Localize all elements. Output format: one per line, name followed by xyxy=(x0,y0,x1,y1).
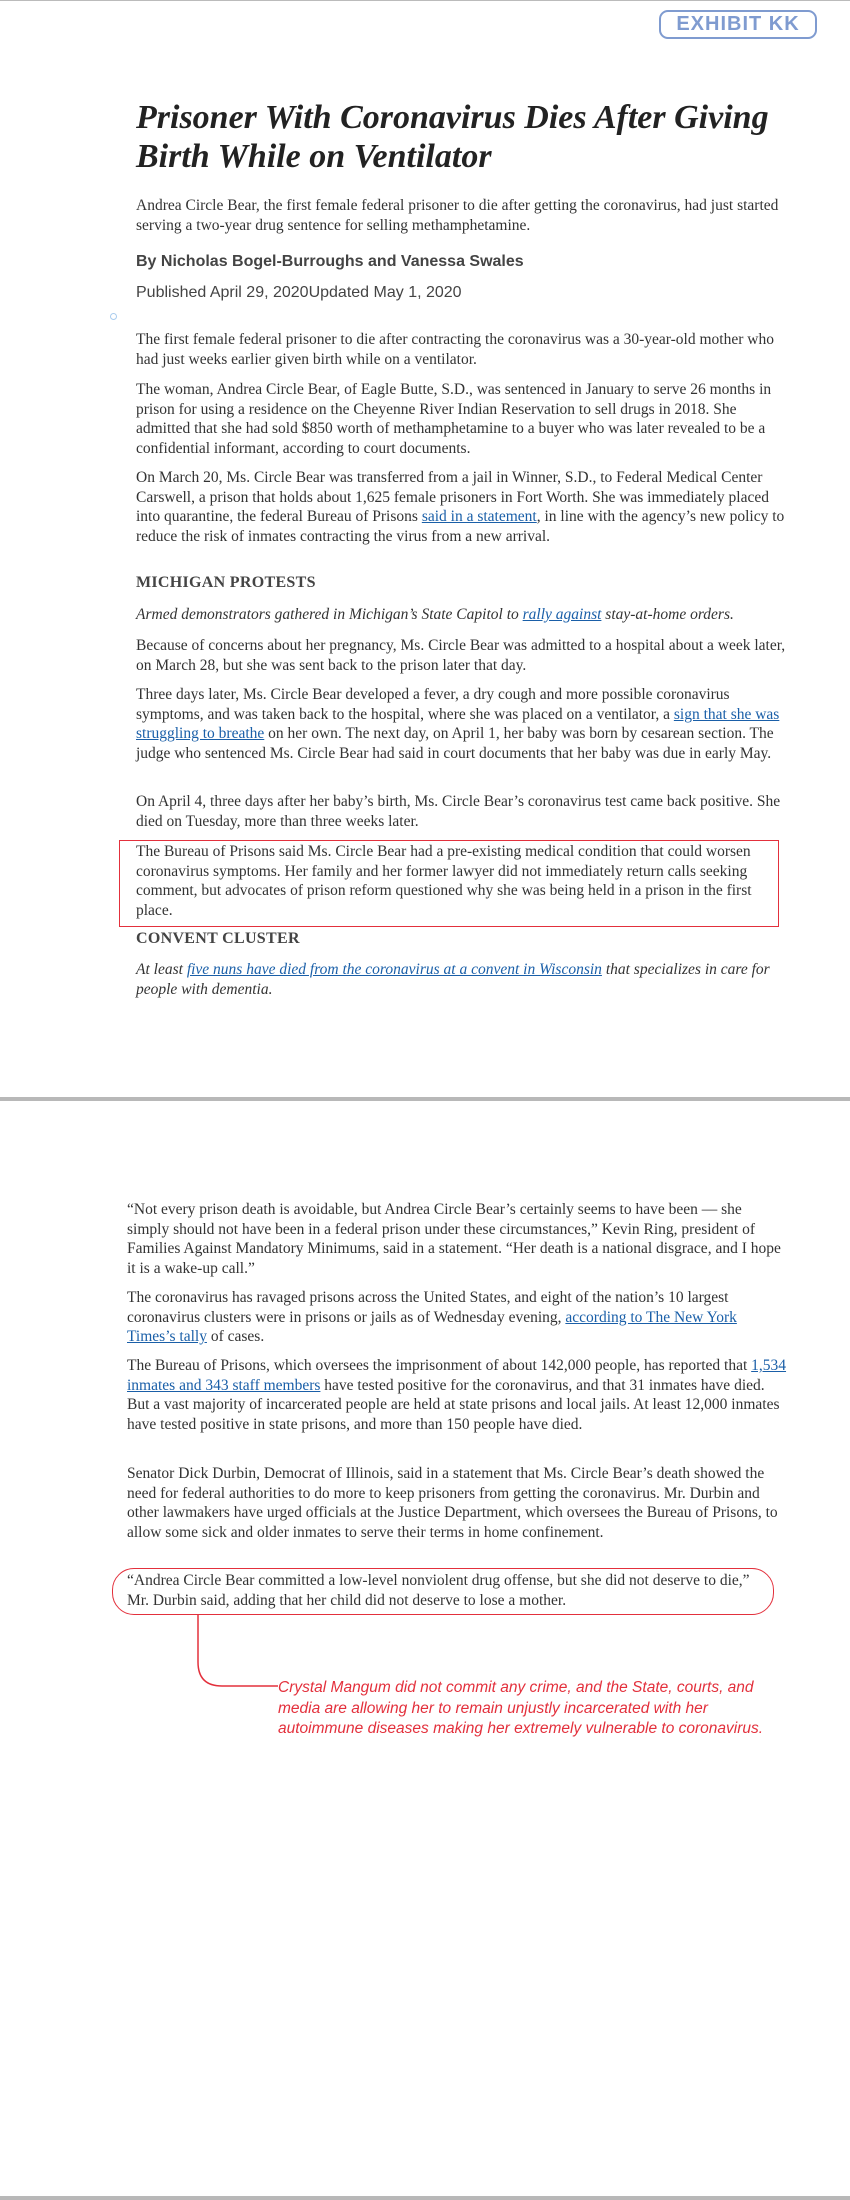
paragraph-4: Because of concerns about her pregnancy, Ms. Circle Bear was admitted to a hospital about a week later, on March 28, but she was sent back to the prison later that day. xyxy=(136,637,786,674)
paragraph-3: On March 20, Ms. Circle Bear was transferred from a jail in Winner, S.D., to Federal Medical Center Carswell, a prison that holds about 1,625 female prisoners in Fort Worth. She was immediately placed into quarantine, the federal Bureau of Prisons said in a statement, in line with the agency’s new policy to reduce the risk of inmates contracting the virus from a new arrival. xyxy=(136,469,785,545)
paragraph-1: The first female federal prisoner to die after contracting the coronavirus was a 30-year-old mother who had just weeks earlier given birth while on a ventilator. xyxy=(136,331,774,368)
article-byline: By Nicholas Bogel-Burroughs and Vanessa Swales xyxy=(136,253,524,270)
section-summary-convent: At least five nuns have died from the coronavirus at a convent in Wisconsin that specializes in care for people with dementia. xyxy=(136,961,770,998)
paragraph-7: The Bureau of Prisons said Ms. Circle Bear had a pre-existing medical condition that could worsen coronavirus symptoms. Her family and her former lawyer did not immediately return calls seeking comment, but advocates of prison reform questioned why she was being held in a prison in the first place. xyxy=(136,843,752,919)
annotation-connector xyxy=(190,1612,280,1692)
updated-date: Updated May 1, 2020 xyxy=(308,284,462,301)
paragraph-8: “Not every prison death is avoidable, but Andrea Circle Bear’s certainly seems to have been — she simply should not have been in a federal prison under these circumstances,” Kevin Ring, president of Families Against Mandatory Minimums, said in a statement. “Her death is a national disgrace, and I hope it is a wake-up call.” xyxy=(127,1201,781,1277)
article-dates xyxy=(136,284,462,302)
link-sign-struggling-to-breathe[interactable]: sign that she was struggling to breathe xyxy=(136,705,780,742)
paragraph-9: The coronavirus has ravaged prisons across the United States, and eight of the nation’s 10 largest coronavirus clusters were in prisons or jails as of Wednesday evening, according to The New York Times’s tally of cases. xyxy=(127,1289,737,1345)
paragraph-11: Senator Dick Durbin, Democrat of Illinois, said in a statement that Ms. Circle Bear’s death showed the need for federal authorities to do more to keep prisoners from getting the coronavirus. Mr. Durbin and other lawmakers have urged officials at the Justice Department, which oversees the Bureau of Prisons, to allow some sick and older inmates to serve their terms in home confinement. xyxy=(127,1465,778,1541)
link-inmates-staff[interactable]: 1,534 inmates and 343 staff members xyxy=(127,1357,787,1394)
link-nyt-tally[interactable]: according to The New York Times’s tally xyxy=(127,1308,737,1345)
paragraph-6: On April 4, three days after her baby’s birth, Ms. Circle Bear’s coronavirus test came back positive. She died on Tuesday, more than three weeks later. xyxy=(136,793,781,830)
link-rally-against[interactable]: rally against xyxy=(522,606,602,623)
paragraph-2: The woman, Andrea Circle Bear, of Eagle Butte, S.D., was sentenced in January to serve 26 months in prison for using a residence on the Cheyenne River Indian Reservation to sell drugs in 2018. She admitted that she had sold $850 worth of methamphetamine to a buyer who was later revealed to be a confidential informant, according to court documents. xyxy=(136,381,772,457)
link-five-nuns[interactable]: five nuns have died from the coronavirus at a convent in Wisconsin xyxy=(186,961,602,978)
page-bottom-edge xyxy=(0,2196,850,2200)
link-said-in-statement[interactable]: said in a statement xyxy=(421,508,537,525)
annotation-note: Crystal Mangum did not commit any crime, and the State, courts, and media are allowing her to remain unjustly incarcerated with her autoimmune diseases making her extremely vulnerable to coronavirus. xyxy=(278,1679,764,1737)
paragraph-5: Three days later, Ms. Circle Bear developed a fever, a dry cough and more possible coronavirus symptoms, and was taken back to the hospital, where she was placed on a ventilator, a sign that she was struggling to breathe on her own. The next day, on April 1, her baby was born by cesarean section. The judge who sentenced Ms. Circle Bear had said in court documents that her baby was due in early May. xyxy=(136,686,780,762)
bullet-dot xyxy=(110,313,117,320)
exhibit-stamp: EXHIBIT KK xyxy=(659,10,817,39)
section-heading-convent: CONVENT CLUSTER xyxy=(136,930,300,947)
paragraph-12: “Andrea Circle Bear committed a low-level nonviolent drug offense, but she did not deserve to die,” Mr. Durbin said, adding that her child did not deserve to lose a mother. xyxy=(127,1572,750,1609)
article-summary: Andrea Circle Bear, the first female federal prisoner to die after getting the coronavirus, had just started serving a two-year drug sentence for selling methamphetamine. xyxy=(136,197,779,234)
article-title: Prisoner With Coronavirus Dies After Giving Birth While on Ventilator xyxy=(136,99,769,175)
section-summary-michigan: Armed demonstrators gathered in Michigan’s State Capitol to rally against stay-at-home orders. xyxy=(136,606,734,623)
published-date: Published April 29, 2020 xyxy=(136,284,309,301)
section-heading-michigan: MICHIGAN PROTESTS xyxy=(136,574,316,591)
paragraph-10: The Bureau of Prisons, which oversees the imprisonment of about 142,000 people, has reported that 1,534 inmates and 343 staff members have tested positive for the coronavirus, and that 31 inmates have died. But a vast majority of incarcerated people are held at state prisons and local jails. At least 12,000 inmates have tested positive in state prisons, and more than 150 people have died. xyxy=(127,1357,787,1433)
